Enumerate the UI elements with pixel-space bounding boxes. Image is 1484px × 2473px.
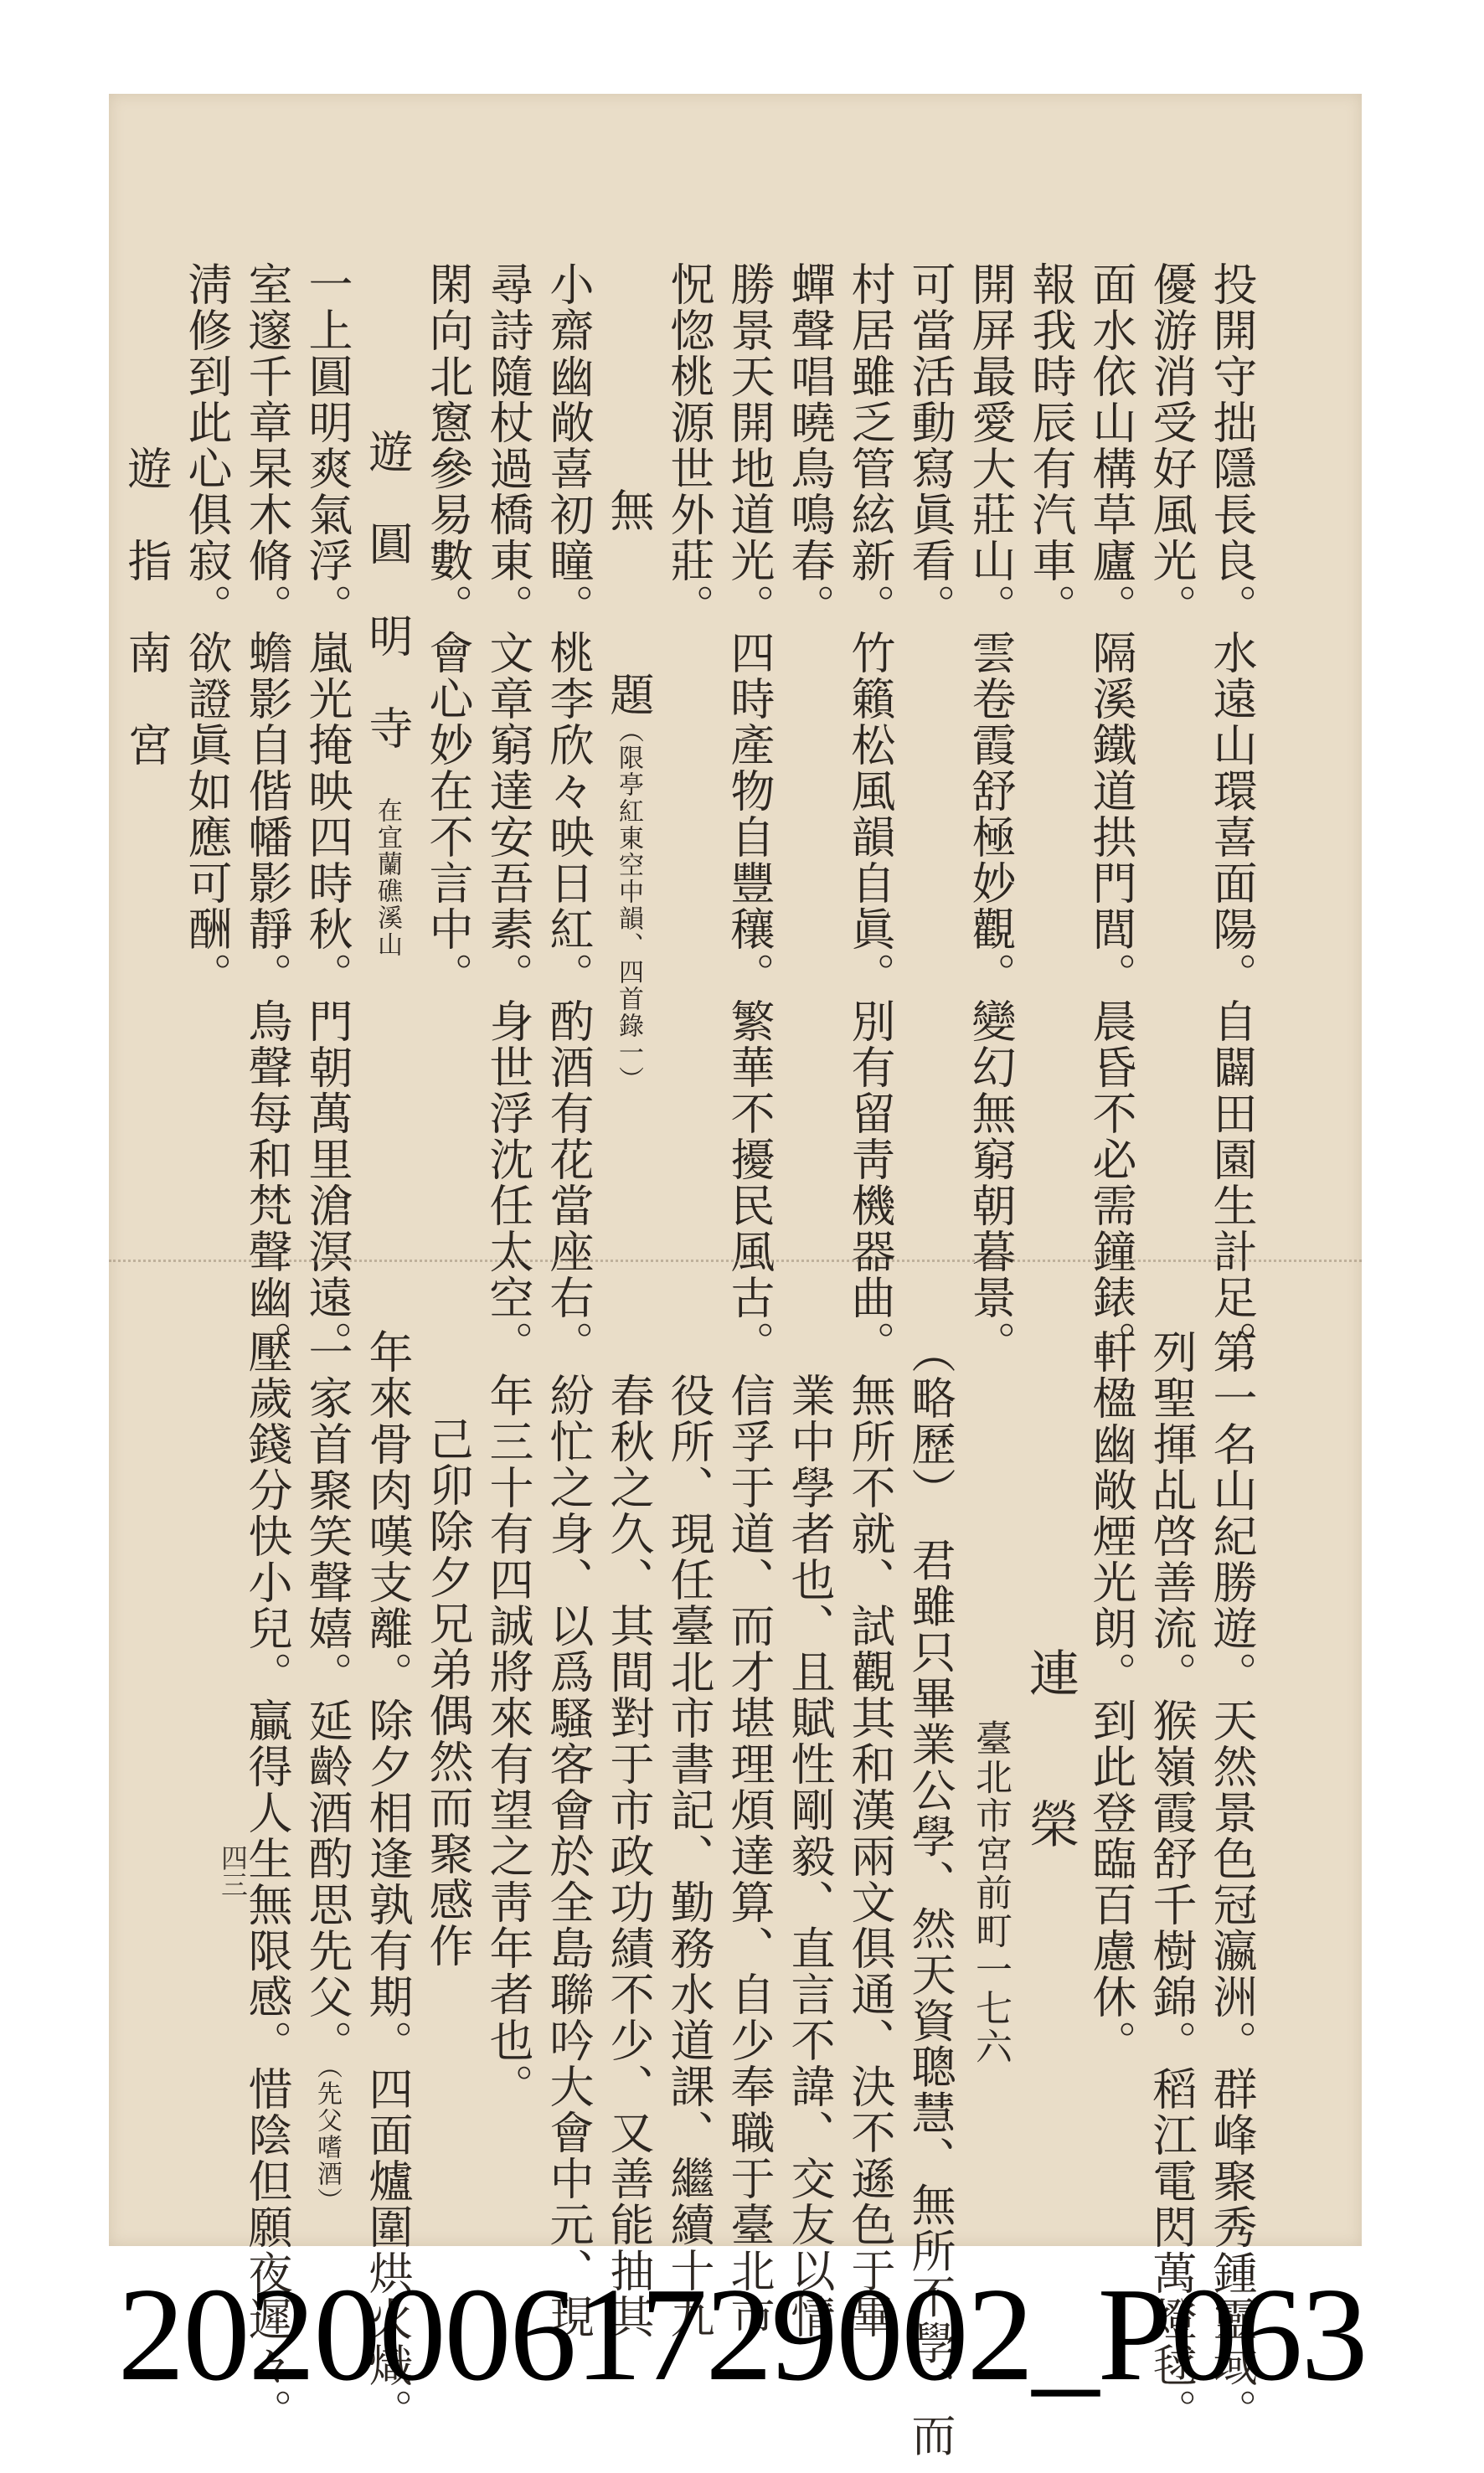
- image-filename-caption: 20200061729002_P063: [117, 2259, 1367, 2409]
- poem-note: （先父嗜酒）: [312, 2066, 342, 2214]
- bio-column: 無所不就、試觀其和漢兩文俱通、決不遜色于畢: [844, 1373, 895, 2340]
- text-column: 室邃千章杲木脩。蟾影自偕幡影靜。鳥聲每和梵聲幽。: [241, 261, 292, 1367]
- text-column: 壓歲錢分快小兒。贏得人生無限感。惜陰但願夜遲々。: [241, 1329, 292, 2434]
- text-column: 村居雖乏管絃新。竹籟松風韻自眞。別有留靑機器曲。: [844, 261, 895, 1367]
- text-column: 淸修到此心俱寂。欲證眞如應可酬。: [181, 261, 232, 998]
- poem-title: 無 題（限𠅘紅東空中韻、四首錄一）: [603, 487, 654, 1093]
- text-column: 軒楹幽敞煙光朗。到此登臨百慮休。: [1085, 1329, 1136, 2066]
- text-column: 蟬聲唱曉鳥鳴春。: [784, 261, 835, 630]
- text-column: 開屏最愛大莊山。雲卷霞舒極妙觀。變幻無窮朝暮景。: [965, 261, 1016, 1367]
- poem-title: 遊 指 南 宮: [121, 446, 172, 768]
- poem-note: （限𠅘紅東空中韻、四首錄一）: [614, 718, 643, 1093]
- bio-column: 年三十有四誠將來有望之靑年者也。: [482, 1373, 533, 2110]
- text-column: 優游消受好風光。: [1146, 261, 1197, 630]
- text-column: 勝景天開地道光。四時產物自豐穰。繁華不擾民風古。: [724, 261, 775, 1367]
- poem-note: 在宜蘭礁溪山: [373, 797, 402, 958]
- upper-text-block: [116, 261, 1261, 1367]
- text-column: 列聖揮乩啓善流。猴嶺霞舒千樹錦。稻江電閃萬燈毬。: [1146, 1329, 1197, 2434]
- text-column: 第一名山紀勝遊。天然景色冠瀛洲。群峰聚秀鍾靈域。: [1206, 1329, 1257, 2434]
- author-address: 臺北市宮前町一七六: [969, 1719, 1012, 2066]
- text-column: 投開守拙隱長良。水遠山環喜面陽。自闢田園生計足。: [1206, 261, 1257, 1367]
- text-column: 年來骨肉嘆支離。除夕相逢孰有期。四面爐圍烘火熾。: [362, 1329, 413, 2434]
- text-column: 一上圓明爽氣浮。嵐光掩映四時秋。門朝萬里滄溟遠。: [301, 261, 353, 1367]
- text-column: 一家首聚笑聲嬉。延齡酒酌思先父。（先父嗜酒）: [301, 1329, 353, 2214]
- text-column: 怳惚桃源世外莊。: [663, 261, 714, 630]
- bio-column: 役所、現任臺北市書記、勤務水道課、繼續十九: [663, 1373, 714, 2340]
- page-number: 四三: [217, 1844, 249, 1898]
- bio-column: 紛忙之身、以爲騷客會於全島聯吟大會中元、現: [543, 1373, 594, 2340]
- text-column: 尋詩隨杖過橋東。文章窮達安吾素。身世浮沈任太空。: [482, 261, 533, 1367]
- bio-column: 信孚于道、而才堪理煩達算、自少奉職于臺北市: [724, 1373, 775, 2340]
- bio-column: （略歷） 君雖只畢業公學、然天資聰慧、無所不學、而: [904, 1329, 956, 2459]
- text-column: 小齋幽敞喜初瞳。桃李欣々映日紅。酌酒有花當座右。: [543, 261, 594, 1367]
- author-name: 連 榮: [1021, 1647, 1080, 1873]
- poem-title: 己卯除夕兄弟偶然而聚感作: [422, 1416, 473, 1969]
- poem-title: 遊 圓 明 寺 在宜蘭礁溪山: [362, 429, 413, 958]
- bio-column: 業中學者也、且賦性剛毅、直言不諱、交友以情: [784, 1373, 835, 2340]
- section-divider: [109, 1260, 1362, 1274]
- bio-column: 春秋之久、其間對于市政功績不少、又善能抽其: [603, 1373, 654, 2340]
- text-column: 閑向北窻參易數。會心妙在不言中。: [422, 261, 473, 998]
- text-column: 面水依山構草廬。隔溪鐵道拱門閭。晨昏不必需鐘錶。: [1085, 261, 1136, 1367]
- text-column: 可當活動寫眞看。: [904, 261, 956, 630]
- text-column: 報我時辰有汽車。: [1025, 261, 1076, 630]
